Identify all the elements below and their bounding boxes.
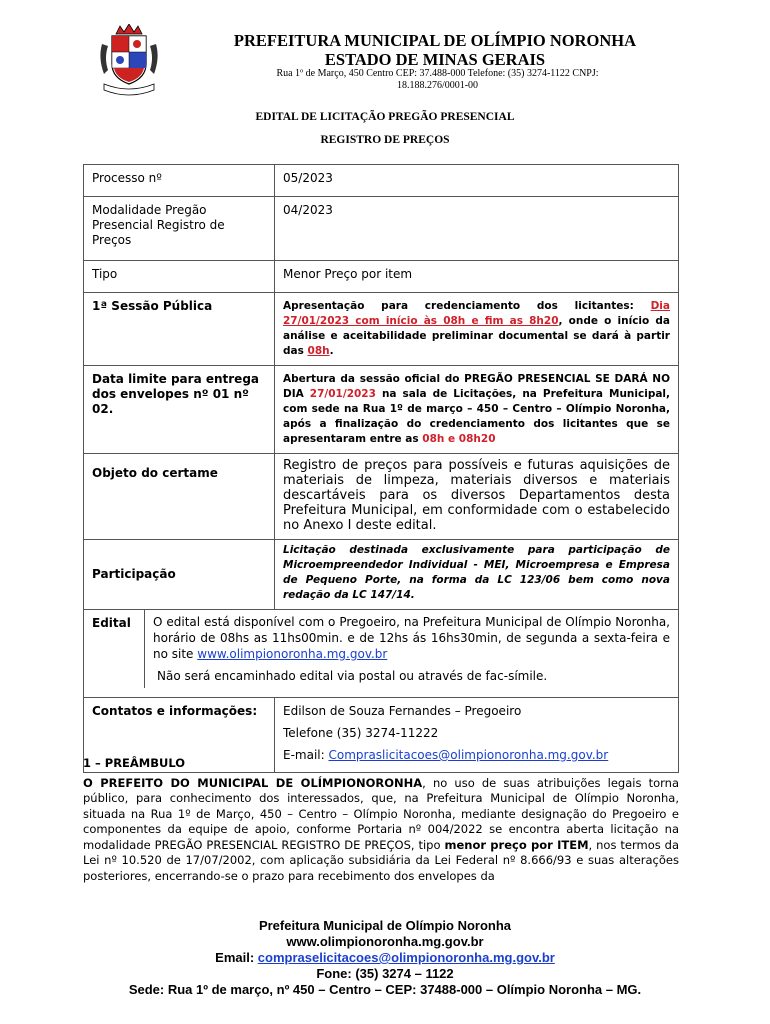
sessao-text2: , onde o início da análise e aceitabilidade preliminar documental se dará à partir das [283, 315, 670, 357]
table-row-participacao [84, 540, 679, 610]
participacao-label: Participação [84, 540, 275, 610]
participacao-value: Licitação destinada exclusivamente para participação de Microempreendedor Individual - MEI, Microempresa e Empresa de Pequeno Porte, na forma da LC 123/06 bem como nova redação da LC 147/14. [275, 540, 679, 610]
modalidade-label: Modalidade Pregão Presencial Registro de Preços [84, 197, 275, 261]
preamble-text1: , no uso de suas atribuições legais torna público, para conhecimento dos interessados, que, na Prefeitura Municipal de Olímpio Noronha, situada na Rua 1º de Março, 450 – Centro – Olímpio Noronha, mediante designação do Pregoeiro e componentes da equipe de apoio, conforme Portaria nº 004/2022 se encontra aberta licitação na modalidade PREGÃO PRESENCIAL REGISTRO DE PREÇOS, tipo [83, 775, 680, 852]
table-row-data-limite [84, 366, 679, 454]
data-limite-time: 08h e 08h20 [422, 433, 496, 445]
tipo-label: Tipo [84, 261, 275, 293]
document-title: EDITAL DE LICITAÇÃO PREGÃO PRESENCIAL [255, 111, 515, 123]
sessao-label: 1ª Sessão Pública [84, 293, 275, 366]
table-row-edital [84, 610, 679, 698]
objeto-value: Registro de preços para possíveis e futuras aquisições de materiais de limpeza, materiais diversos e materiais descartáveis para os diversos Departamentos desta Prefeitura Municipal, em conformidade com o estabelecido no Anexo I deste edital. [275, 454, 679, 540]
contatos-name: Edilson de Souza Fernandes – Pregoeiro [283, 704, 522, 718]
table-row-modalidade [84, 197, 679, 261]
edital-site-link[interactable]: www.olimpionoronha.mg.gov.br [197, 647, 388, 661]
processo-value: 05/2023 [275, 165, 679, 197]
page-footer [0, 918, 770, 998]
contatos-email-label: E-mail: [283, 748, 329, 762]
edital-text: O edital está disponível com o Pregoeiro, na Prefeitura Municipal de Olímpio Noronha, horário de 08hs as 11hs00min. e de 12hs ás 16hs30min, de segunda a sexta-feira e no site [153, 615, 670, 661]
preamble-bold-mid: menor preço por ITEM [444, 837, 589, 852]
municipal-coat-of-arms-icon [98, 24, 160, 96]
footer-email-line [0, 950, 770, 966]
contatos-label: Contatos e informações: [84, 698, 275, 773]
objeto-label: Objeto do certame [84, 454, 275, 540]
data-limite-value [275, 366, 679, 454]
processo-label: Processo nº [84, 165, 275, 197]
header-title-line2: ESTADO DE MINAS GERAIS [324, 50, 546, 69]
contatos-phone: Telefone (35) 3274-11222 [283, 726, 439, 740]
data-limite-text1: Abertura da sessão oficial do PREGÃO PRESENCIAL SE DARÁ NO DIA [283, 373, 670, 400]
sessao-text3: . [329, 345, 334, 357]
footer-site: www.olimpionoronha.mg.gov.br [286, 934, 484, 949]
data-limite-label: Data limite para entrega dos envelopes nº 01 nº 02. [84, 366, 275, 454]
sessao-value [275, 293, 679, 366]
preamble-paragraph [83, 776, 679, 885]
data-limite-text2: na sala de Licitações, na Prefeitura Municipal, com sede na Rua 1º de março – 450 – Centro – Olímpio Noronha, após a finalização do credenciamento dos licitantes que se apresentaram entre as [283, 388, 671, 445]
sessao-date: Dia 27/01/2023 com início às 08h e fim as 8h20 [283, 300, 670, 327]
modalidade-value: 04/2023 [275, 197, 679, 261]
contatos-email-link[interactable]: Compraslicitacoes@olimpionoronha.mg.gov.br [328, 748, 609, 762]
header-address: Rua 1º de Março, 450 Centro CEP: 37.488-000 Telefone: (35) 3274-1122 CNPJ: 18.188.276/0001-00 [276, 68, 599, 91]
preamble-lead: O PREFEITO DO MUNICIPAL DE OLÍMPIONORONHA [83, 775, 423, 790]
footer-phone: Fone: (35) 3274 – 1122 [316, 966, 454, 981]
table-row-tipo [84, 261, 679, 293]
footer-address: Sede: Rua 1º de março, nº 450 – Centro – CEP: 37488-000 – Olímpio Noronha – MG. [128, 982, 642, 997]
preamble-section [83, 756, 679, 884]
preamble-heading: 1 – PREÂMBULO [83, 756, 186, 770]
table-row-objeto [84, 454, 679, 540]
preamble-text2: , nos termos da Lei nº 10.520 de 17/07/2002, com aplicação subsidiária da Lei Federal nº 8.666/93 e suas alterações posteriores, encerrando-se o prazo para recebimento dos envelopes da [83, 837, 680, 883]
header-title-line1: PREFEITURA MUNICIPAL DE OLÍMPIO NORONHA [233, 31, 637, 50]
footer-email-link[interactable]: compraselicitacoes@olimpionoronha.mg.gov.br [257, 950, 555, 965]
document-subtitle: REGISTRO DE PREÇOS [320, 134, 450, 146]
table-row-processo [84, 165, 679, 197]
edital-label: Edital [84, 610, 145, 688]
footer-line1: Prefeitura Municipal de Olímpio Noronha [258, 918, 512, 933]
edital-cell [84, 610, 679, 698]
sessao-time: 08h [307, 345, 330, 357]
edital-note: Não será encaminhado edital via postal ou através de fac-símile. [157, 669, 548, 683]
tipo-value: Menor Preço por item [275, 261, 679, 293]
footer-email-label: Email: [215, 950, 258, 965]
table-row-sessao [84, 293, 679, 366]
sessao-text1: Apresentação para credenciamento dos licitantes: [283, 300, 651, 312]
data-limite-date: 27/01/2023 [309, 388, 376, 400]
edital-value [145, 610, 678, 688]
edital-info-table [83, 164, 679, 773]
